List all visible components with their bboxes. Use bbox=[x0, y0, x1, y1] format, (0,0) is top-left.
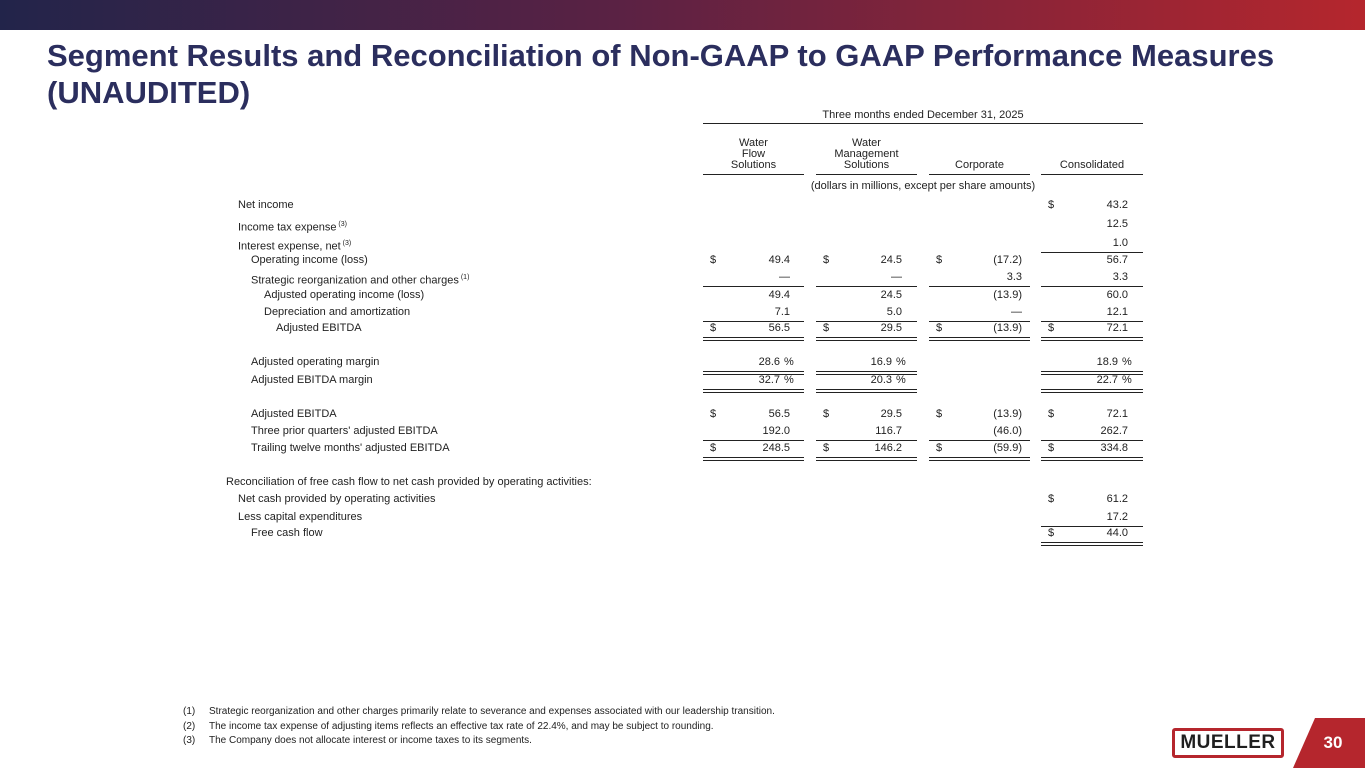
column-header-rule bbox=[929, 174, 1030, 175]
period-header-rule bbox=[703, 123, 1143, 124]
dollar-sign: $ bbox=[823, 322, 830, 334]
column-header-rule bbox=[816, 174, 917, 175]
dollar-sign: $ bbox=[823, 254, 830, 266]
row-double-rule bbox=[929, 337, 1030, 341]
row-rule bbox=[1041, 440, 1143, 441]
row-double-rule bbox=[703, 457, 804, 461]
page-number: 30 bbox=[1323, 733, 1343, 752]
row-double-rule bbox=[703, 337, 804, 341]
table-cell: 24.5 bbox=[880, 289, 902, 301]
dollar-sign: $ bbox=[823, 408, 830, 420]
table-cell: 16.9 bbox=[870, 356, 892, 368]
table-cell: 60.0 bbox=[1106, 289, 1128, 301]
footnote-1: (1) Strategic reorganization and other charges primarily relate to severance and expenses associated with our leadership transition. bbox=[183, 706, 775, 717]
dollar-sign: $ bbox=[936, 322, 943, 334]
footnote-2: (2) The income tax expense of adjusting items reflects an effective tax rate of 22.4%, and may be subject to rounding. bbox=[183, 720, 714, 732]
table-cell: 49.4 bbox=[768, 289, 790, 301]
dollar-sign: $ bbox=[710, 408, 717, 420]
period-header: Three months ended December 31, 2025 bbox=[822, 109, 1024, 121]
table-cell: 146.2 bbox=[874, 442, 902, 454]
dollar-sign: $ bbox=[1048, 199, 1055, 211]
row-rule bbox=[929, 286, 1030, 287]
table-cell: 49.4 bbox=[768, 254, 790, 266]
row-label: Operating income (loss) bbox=[251, 254, 368, 266]
footnote-3: (3) The Company does not allocate interest or income taxes to its segments. bbox=[183, 735, 532, 746]
table-cell: 32.7 bbox=[758, 374, 780, 386]
percent-sign: % bbox=[1122, 356, 1132, 368]
dollar-sign: $ bbox=[710, 442, 717, 454]
table-cell: 28.6 bbox=[758, 356, 780, 368]
table-cell: 61.2 bbox=[1106, 493, 1128, 505]
table-cell: 29.5 bbox=[880, 322, 902, 334]
footnote-ref: (3) bbox=[340, 240, 352, 247]
table-cell: (46.0) bbox=[993, 425, 1022, 437]
row-label: Income tax expense $^{(3)}$ bbox=[238, 221, 347, 234]
table-cell: 56.7 bbox=[1106, 254, 1128, 266]
row-rule bbox=[929, 440, 1030, 441]
row-label: Adjusted operating margin bbox=[251, 356, 380, 368]
row-rule bbox=[703, 440, 804, 441]
row-label: Less capital expenditures bbox=[238, 511, 363, 523]
dollar-sign: $ bbox=[710, 254, 717, 266]
row-double-rule bbox=[816, 337, 917, 341]
row-double-rule bbox=[816, 389, 917, 393]
units-note: (dollars in millions, except per share amounts) bbox=[810, 180, 1036, 192]
row-double-rule bbox=[816, 457, 917, 461]
column-header: Water Management Solutions bbox=[834, 137, 899, 171]
table-cell: — bbox=[779, 271, 790, 283]
table-cell: 116.7 bbox=[875, 425, 902, 437]
table-cell: 72.1 bbox=[1106, 322, 1128, 334]
row-label: Adjusted EBITDA margin bbox=[251, 374, 373, 386]
row-double-rule bbox=[1041, 542, 1143, 546]
percent-sign: % bbox=[896, 374, 906, 386]
table-cell: 17.2 bbox=[1106, 511, 1128, 523]
table-cell: (13.9) bbox=[993, 408, 1022, 420]
table-cell: 18.9 bbox=[1096, 356, 1118, 368]
percent-sign: % bbox=[784, 356, 794, 368]
table-cell: 24.5 bbox=[880, 254, 902, 266]
dollar-sign: $ bbox=[1048, 527, 1055, 539]
dollar-sign: $ bbox=[936, 408, 943, 420]
footnote-ref: (3) bbox=[336, 221, 347, 228]
row-label: Adjusted EBITDA bbox=[251, 408, 337, 420]
row-label: Interest expense, net $^{(3)}$ bbox=[238, 240, 352, 253]
page-title: Segment Results and Reconciliation of Non-GAAP to GAAP Performance Measures (UNAUDITED) bbox=[47, 38, 1275, 110]
row-rule bbox=[816, 440, 917, 441]
table-cell: 22.7 bbox=[1096, 374, 1118, 386]
table-cell: 12.1 bbox=[1106, 306, 1128, 318]
dollar-sign: $ bbox=[1048, 322, 1055, 334]
row-double-rule bbox=[929, 457, 1030, 461]
row-double-rule bbox=[1041, 337, 1143, 341]
table-cell: — bbox=[891, 271, 902, 283]
table-cell: 248.5 bbox=[762, 442, 790, 454]
row-label: Depreciation and amortization bbox=[264, 306, 411, 318]
table-cell: 334.8 bbox=[1100, 442, 1128, 454]
row-label: Net income bbox=[238, 199, 294, 211]
dollar-sign: $ bbox=[1048, 493, 1055, 505]
table-cell: (17.2) bbox=[993, 254, 1022, 266]
dollar-sign: $ bbox=[823, 442, 830, 454]
column-header-rule bbox=[1041, 174, 1143, 175]
percent-sign: % bbox=[896, 356, 906, 368]
dollar-sign: $ bbox=[936, 442, 943, 454]
column-header-rule bbox=[703, 174, 804, 175]
table-cell: 43.2 bbox=[1106, 199, 1128, 211]
row-rule bbox=[816, 286, 917, 287]
row-label: Strategic reorganization and other charges $^{(1)}$ bbox=[251, 274, 470, 287]
dollar-sign: $ bbox=[936, 254, 943, 266]
table-cell: 7.1 bbox=[774, 306, 790, 318]
table-cell: (13.9) bbox=[993, 289, 1022, 301]
percent-sign: % bbox=[1122, 374, 1132, 386]
table-cell: 3.3 bbox=[1006, 271, 1022, 283]
row-label: Free cash flow bbox=[251, 527, 323, 539]
table-cell: 72.1 bbox=[1106, 408, 1128, 420]
table-cell: 12.5 bbox=[1106, 218, 1128, 230]
footnote-ref: (1) bbox=[458, 274, 470, 281]
table-cell: 56.5 bbox=[768, 408, 790, 420]
row-label: Net cash provided by operating activities bbox=[238, 493, 436, 505]
column-header: Corporate bbox=[955, 159, 1004, 171]
table-cell: 3.3 bbox=[1112, 271, 1128, 283]
row-label: Adjusted operating income (loss) bbox=[264, 289, 425, 301]
table-cell: 192.0 bbox=[762, 425, 790, 437]
row-label: Adjusted EBITDA bbox=[276, 322, 362, 334]
row-label: Three prior quarters' adjusted EBITDA bbox=[251, 425, 438, 437]
mueller-logo: MUELLER bbox=[1172, 728, 1284, 758]
column-header: Consolidated bbox=[1059, 159, 1125, 171]
row-rule bbox=[1041, 252, 1143, 253]
column-header: Water Flow Solutions bbox=[730, 137, 777, 171]
row-double-rule bbox=[1041, 389, 1143, 393]
table-cell: — bbox=[1011, 306, 1022, 318]
table-cell: 56.5 bbox=[768, 322, 790, 334]
table-cell: (13.9) bbox=[993, 322, 1022, 334]
table-cell: 44.0 bbox=[1106, 527, 1128, 539]
table-cell: (59.9) bbox=[993, 442, 1022, 454]
dollar-sign: $ bbox=[1048, 442, 1055, 454]
row-label: Reconciliation of free cash flow to net cash provided by operating activities: bbox=[226, 476, 592, 488]
row-double-rule bbox=[1041, 457, 1143, 461]
row-rule bbox=[1041, 286, 1143, 287]
row-double-rule bbox=[703, 389, 804, 393]
dollar-sign: $ bbox=[710, 322, 717, 334]
footnotes bbox=[183, 705, 775, 749]
row-label: Trailing twelve months' adjusted EBITDA bbox=[251, 442, 450, 454]
table-cell: 20.3 bbox=[870, 374, 892, 386]
table-cell: 29.5 bbox=[880, 408, 902, 420]
table-cell: 262.7 bbox=[1100, 425, 1128, 437]
table-cell: 5.0 bbox=[886, 306, 902, 318]
table-cell: 1.0 bbox=[1112, 237, 1128, 249]
percent-sign: % bbox=[784, 374, 794, 386]
row-rule bbox=[703, 286, 804, 287]
dollar-sign: $ bbox=[1048, 408, 1055, 420]
